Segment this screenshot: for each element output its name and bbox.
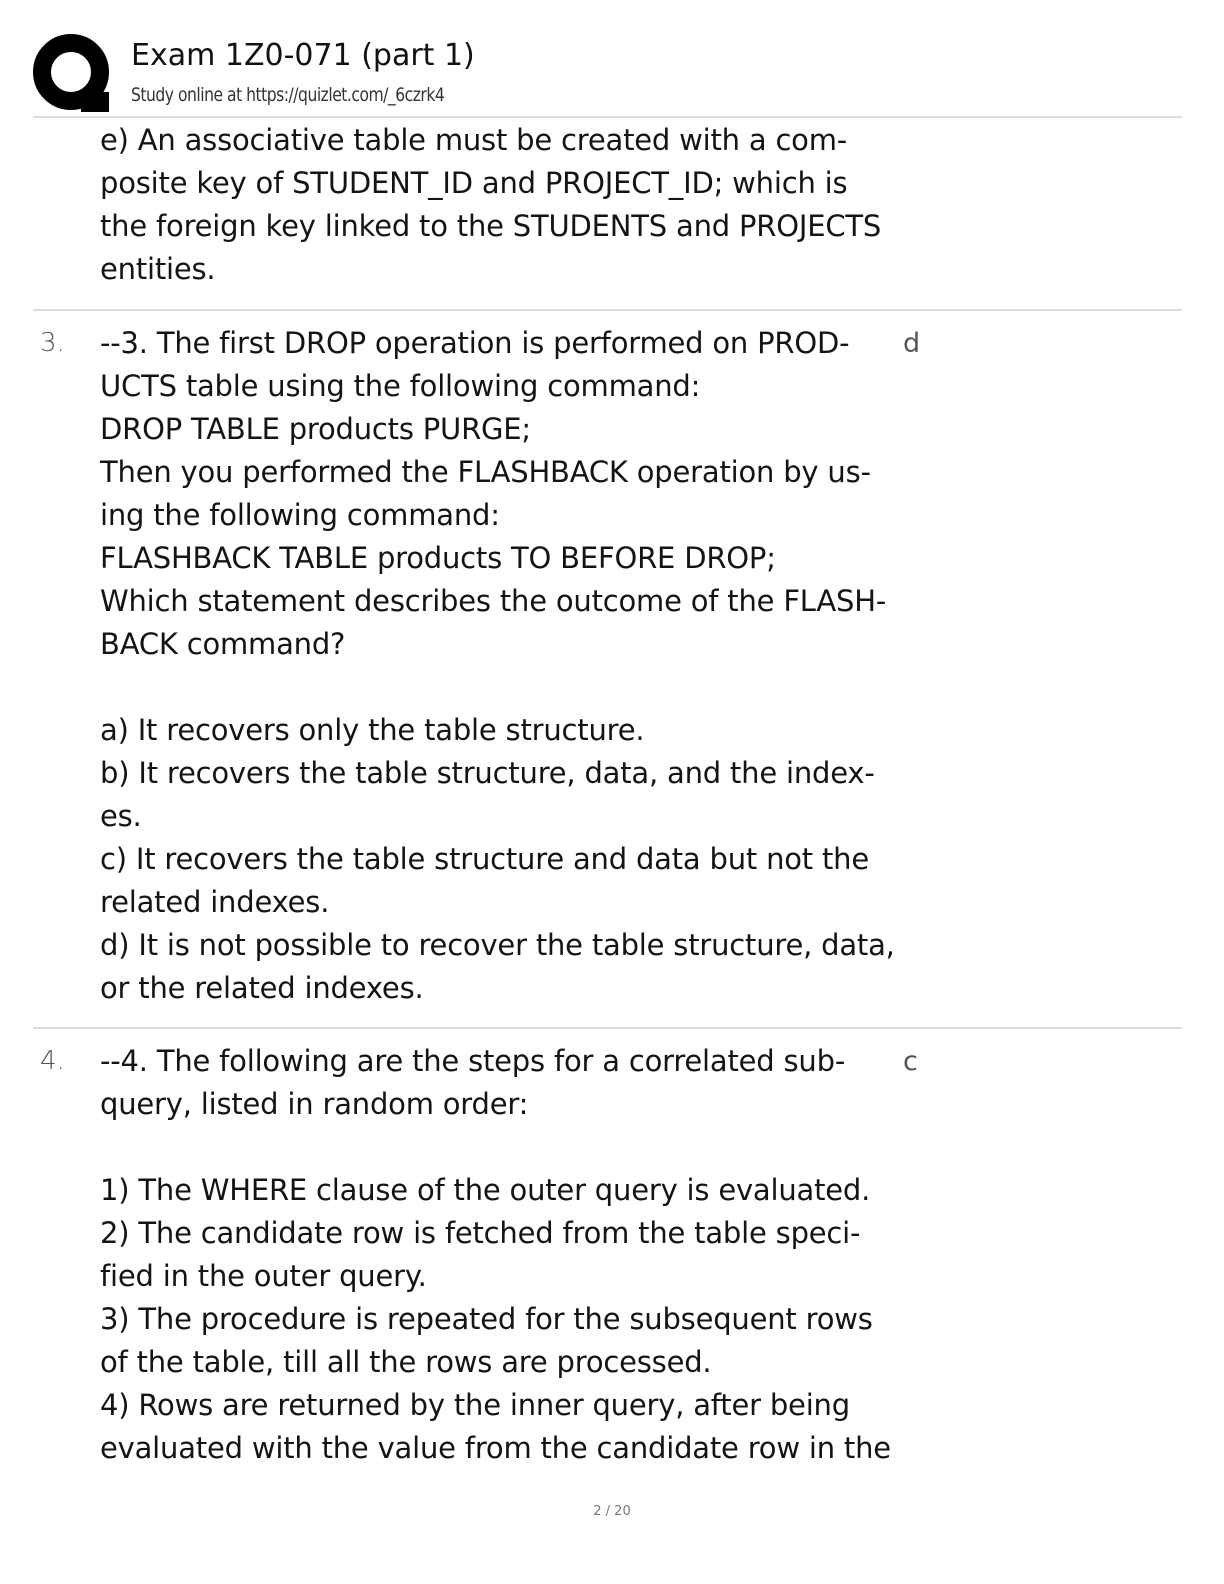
option-line: es. <box>100 799 142 833</box>
question-answer: d <box>903 328 921 359</box>
text-line: the foreign key linked to the STUDENTS and PROJECTS <box>100 209 882 243</box>
option-line: b) It recovers the table structure, data, and the index- <box>100 756 875 790</box>
quizlet-logo-icon <box>33 34 111 112</box>
spacer <box>100 666 900 709</box>
text-line: entities. <box>100 252 216 286</box>
option-line: c) It recovers the table structure and data but not the <box>100 842 869 876</box>
step-line: of the table, till all the rows are processed. <box>100 1345 712 1379</box>
question-text-line: Which statement describes the outcome of the FLASH- <box>100 584 887 618</box>
question-text-line: BACK command? <box>100 627 346 661</box>
question-4 <box>100 1040 900 1470</box>
step-line: fied in the outer query. <box>100 1259 427 1293</box>
step-line: 4) Rows are returned by the inner query, after being <box>100 1388 850 1422</box>
page-number: 2 / 20 <box>593 1504 631 1519</box>
question-3 <box>100 322 900 1010</box>
question-text-line: --4. The following are the steps for a correlated sub- <box>100 1044 846 1078</box>
question-text-line: query, listed in random order: <box>100 1087 529 1121</box>
question-number: 3. <box>40 328 65 358</box>
step-line: 1) The WHERE clause of the outer query is evaluated. <box>100 1173 871 1207</box>
question-divider <box>33 309 1182 311</box>
question-text-line: Then you performed the FLASHBACK operation by us- <box>100 455 871 489</box>
step-line: evaluated with the value from the candidate row in the <box>100 1431 891 1465</box>
spacer <box>100 1126 900 1169</box>
continuation-block <box>100 119 900 291</box>
study-online-link[interactable]: Study online at https://quizlet.com/_6czrk4 <box>131 84 445 106</box>
question-divider <box>33 1027 1182 1029</box>
header-divider <box>33 116 1182 118</box>
question-answer: c <box>903 1046 918 1077</box>
question-text-line: UCTS table using the following command: <box>100 369 701 403</box>
question-text-line: FLASHBACK TABLE products TO BEFORE DROP; <box>100 541 776 575</box>
document-title: Exam 1Z0-071 (part 1) <box>131 38 475 73</box>
option-line: a) It recovers only the table structure. <box>100 713 645 747</box>
step-line: 2) The candidate row is fetched from the table speci- <box>100 1216 861 1250</box>
option-line: or the related indexes. <box>100 971 424 1005</box>
question-text-line: ing the following command: <box>100 498 500 532</box>
text-line: posite key of STUDENT_ID and PROJECT_ID; which is <box>100 166 848 200</box>
option-line: d) It is not possible to recover the table structure, data, <box>100 928 895 962</box>
question-number: 4. <box>40 1046 65 1076</box>
question-text-line: --3. The first DROP operation is performed on PROD- <box>100 326 850 360</box>
question-text-line: DROP TABLE products PURGE; <box>100 412 532 446</box>
step-line: 3) The procedure is repeated for the subsequent rows <box>100 1302 873 1336</box>
option-line: related indexes. <box>100 885 330 919</box>
text-line: e) An associative table must be created with a com- <box>100 123 848 157</box>
